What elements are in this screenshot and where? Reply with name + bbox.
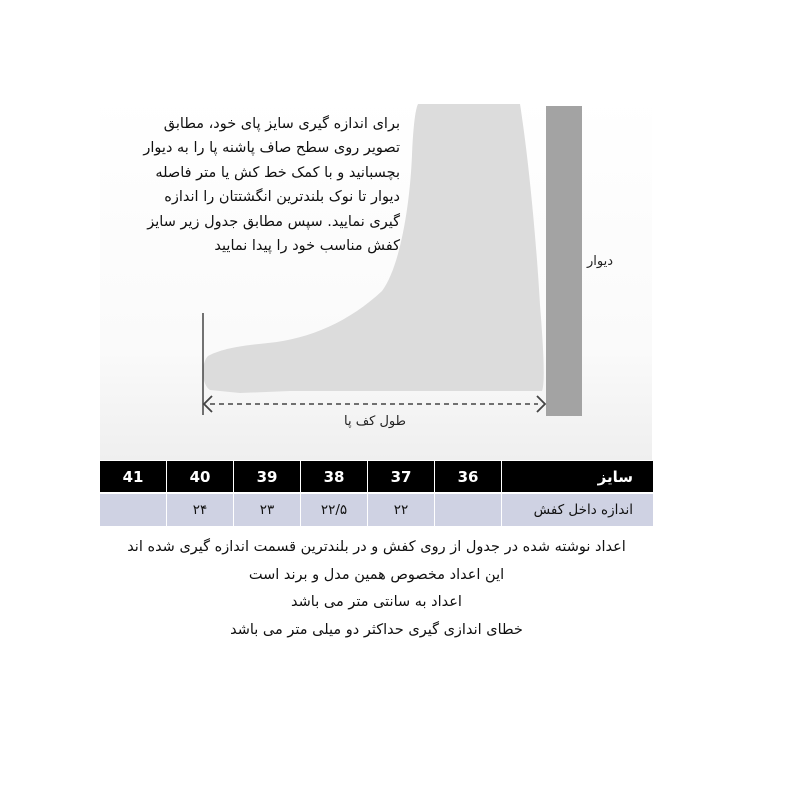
size-header-row [100, 461, 653, 492]
inner-length-cell: ۲۳ [233, 492, 300, 526]
wall-shape [546, 106, 582, 416]
inner-length-row [100, 492, 653, 526]
size-table [100, 461, 653, 526]
size-cell: 38 [300, 461, 367, 492]
measurement-instructions: برای اندازه گیری سایز پای خود، مطابق تصویر روی سطح صاف پاشنه پا را به دیوار بچسبانید و با کمک خط کش یا متر فاصله دیوار تا نوک بلندترین انگشتتان را اندازه گیری نمایید. سپس مطابق جدول زیر سایز کفش مناسب خود را پیدا نمایید [143, 116, 400, 255]
note-line: خطای اندازی گیری حداکثر دو میلی متر می باشد [230, 621, 523, 638]
note-line: این اعداد مخصوص همین مدل و برند است [248, 566, 505, 583]
right-arrow-head [537, 396, 545, 412]
note-line: اعداد به سانتی متر می باشد [291, 594, 462, 610]
inner-length-cell [100, 492, 166, 526]
note-line: اعداد نوشته شده در جدول از روی کفش و در بلندترین قسمت اندازه گیری شده اند [127, 539, 626, 555]
inner-length-row-header: اندازه داخل کفش [501, 492, 653, 526]
size-cell: 39 [233, 461, 300, 492]
inner-length-cell: ۲۲/۵ [300, 492, 367, 526]
wall-label: دیوار [587, 254, 614, 269]
size-cell: 36 [434, 461, 501, 492]
size-row-header: سایز [501, 461, 653, 492]
inner-length-cell: ۲۴ [166, 492, 233, 526]
size-cell: 41 [100, 461, 166, 492]
size-cell: 40 [166, 461, 233, 492]
inner-length-cell [434, 492, 501, 526]
notes [100, 534, 653, 644]
inner-length-cell: ۲۲ [367, 492, 434, 526]
foot-length-label: طول کف پا [344, 414, 406, 429]
size-cell: 37 [367, 461, 434, 492]
